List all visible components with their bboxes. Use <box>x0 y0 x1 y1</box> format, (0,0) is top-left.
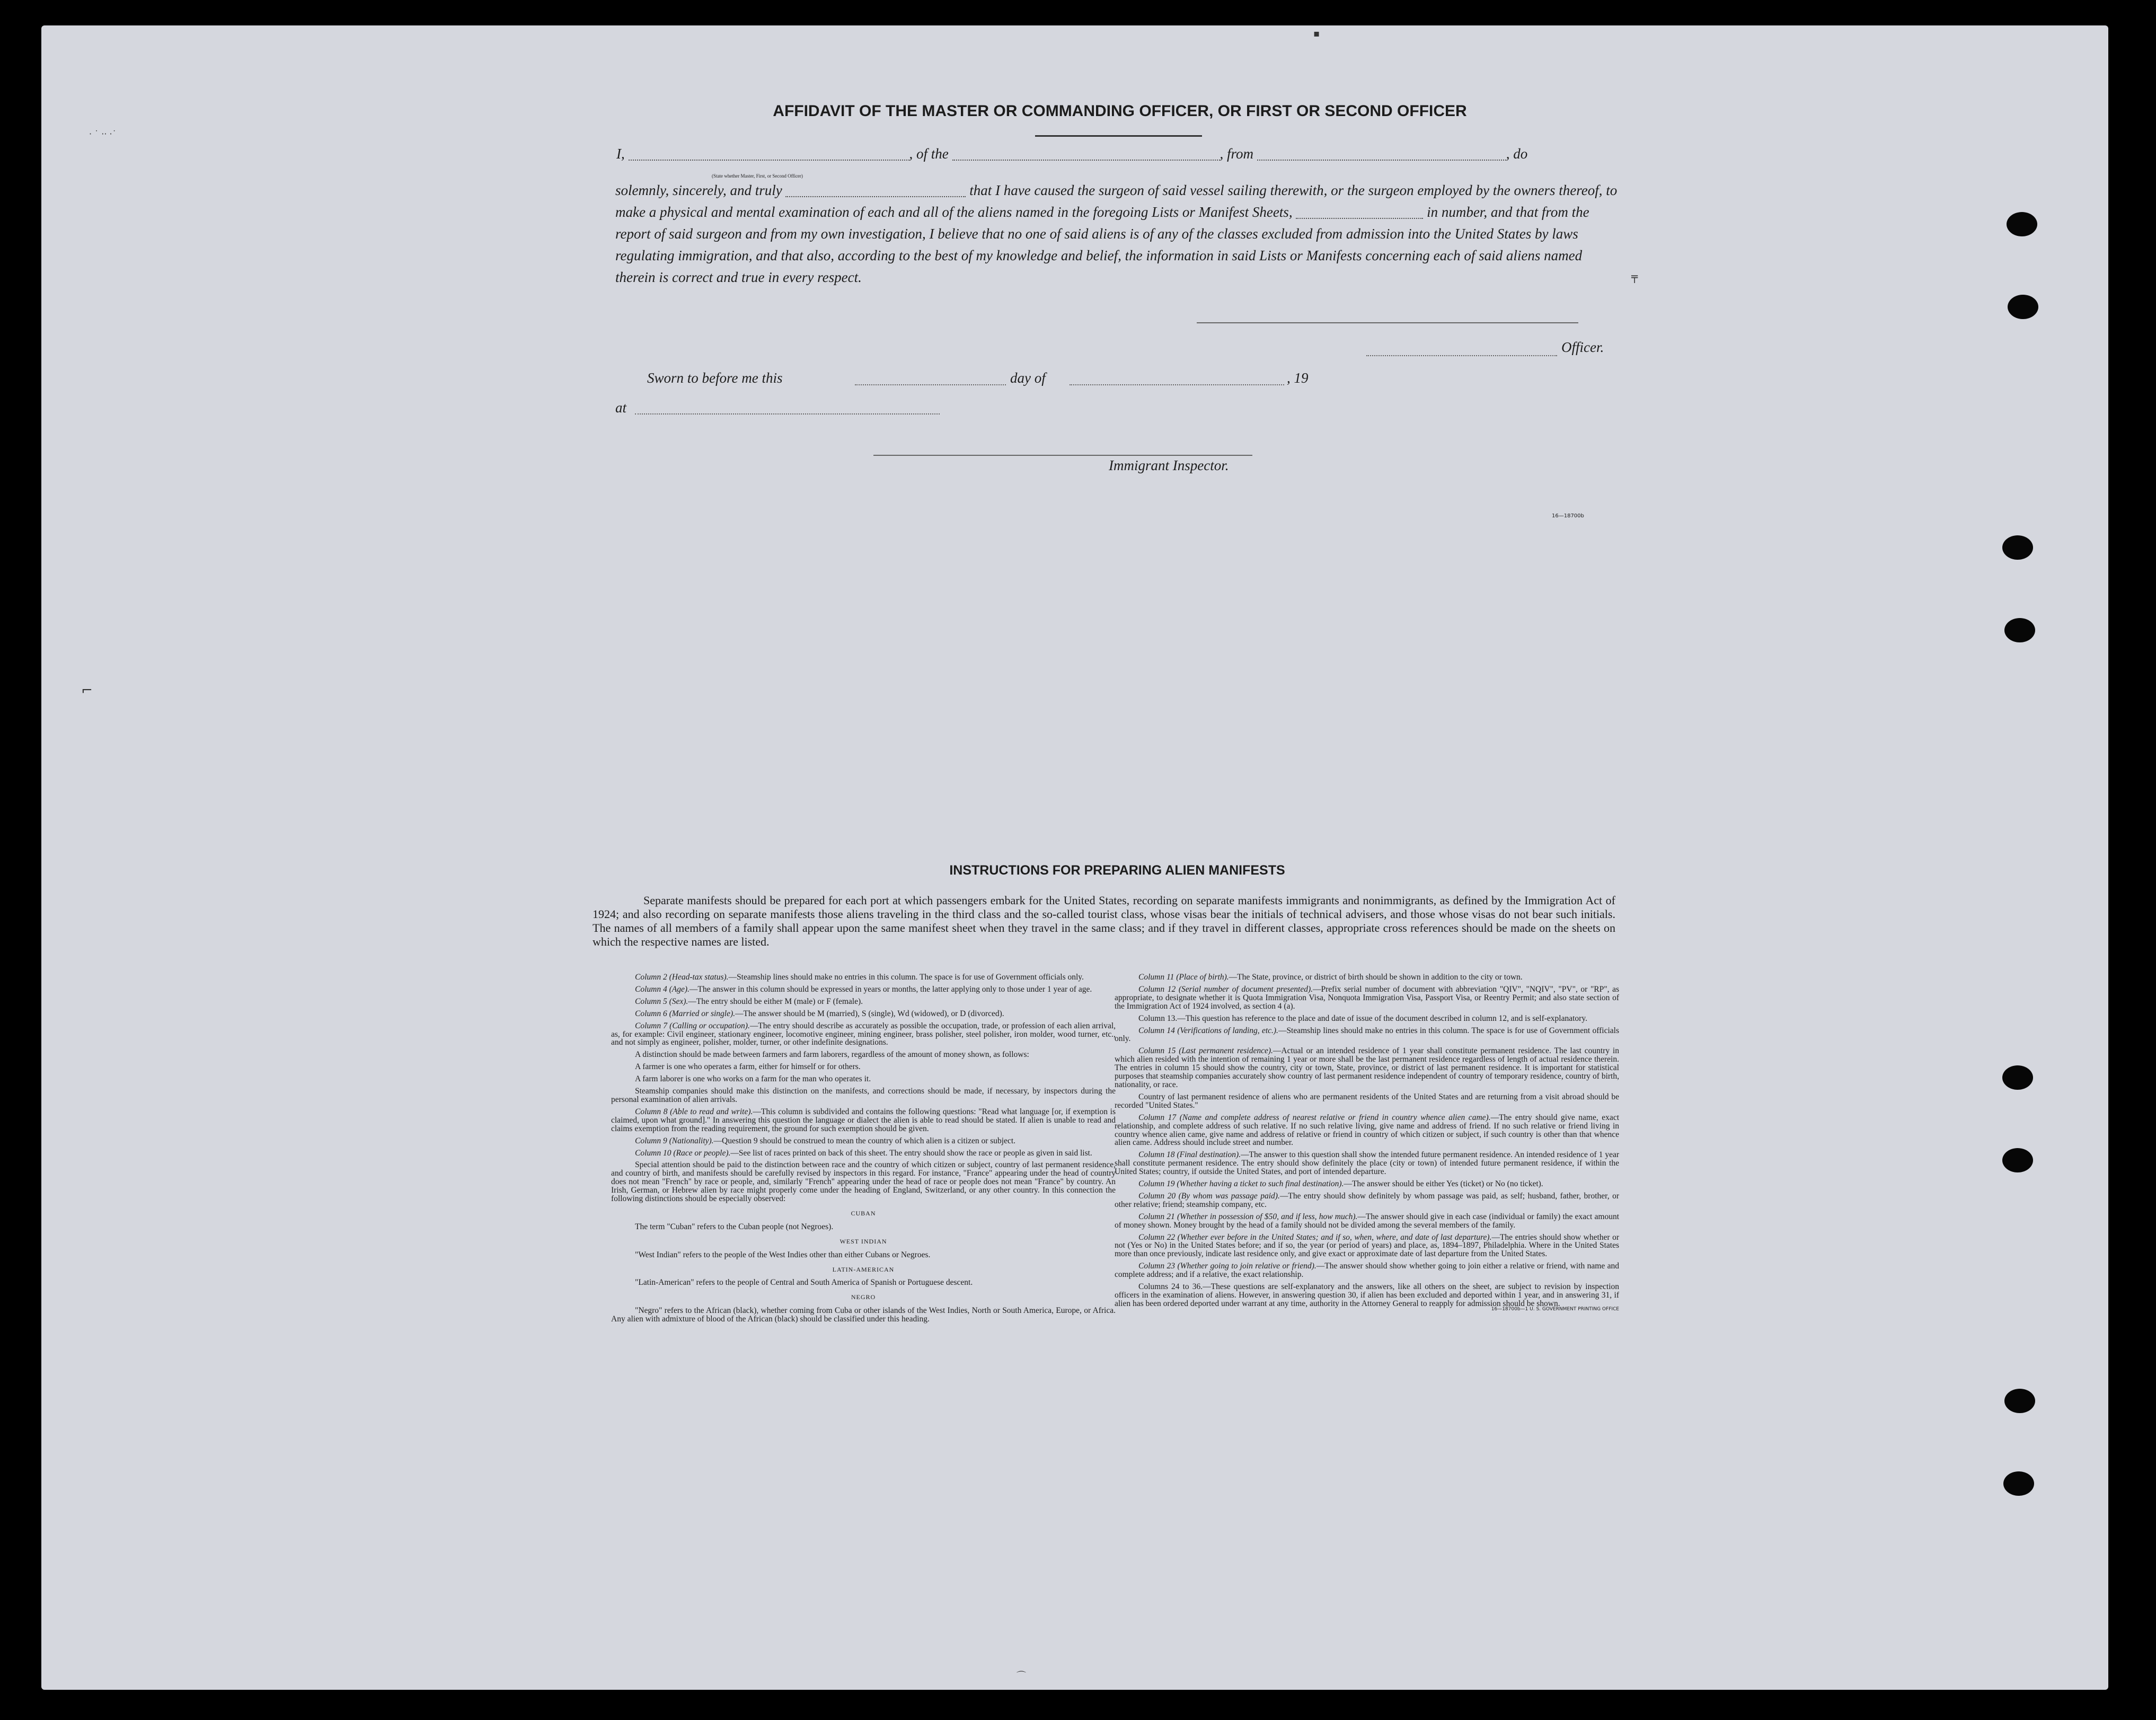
column-5-note: Column 5 (Sex).—The entry should be either M (male) or F (female). <box>635 996 863 1006</box>
column-8-note: Column 8 (Able to read and write).—This column is subdivided and contains the following questions: "Read what language [or, if exemption is claimed, upon what ground]." In answering this question the language or dialect the alien is able to read should be stated. If alien is unable to read and claims exemption from the reading requirement, the ground for such exemption should be given. <box>611 1107 1116 1133</box>
cuban-heading: CUBAN <box>851 1209 876 1217</box>
column-18-note: Column 18 (Final destination).—The answer to this question shall show the intended future permanent residence. An intended residence of 1 year shall constitute permanent residence. The entry should show definitely the place (city or town) of intended future permanent residence, if within the United States; country, if outside the United States, and port of intended departure. <box>1115 1150 1620 1177</box>
column-4-note: Column 4 (Age).—The answer in this column should be expressed in years or months, the latter applying only to those under 1 year of age. <box>635 984 1092 994</box>
sworn-label: Sworn to before me this <box>647 370 783 386</box>
stray-mark: ╤ <box>1631 270 1638 283</box>
west-indian-heading: WEST INDIAN <box>840 1237 887 1245</box>
instructions-left-column <box>611 973 1116 1327</box>
stray-mark: ⌒ <box>1017 1671 1026 1682</box>
year-label: , 19 <box>1287 370 1309 386</box>
column-21-note: Column 21 (Whether in possession of $50, and if less, how much).—The answer should give in each case (individual or family) the exact amount of money shown. Money brought by the head of a family should not be divided among the several members of the family. <box>1115 1212 1619 1230</box>
instructions-title: INSTRUCTIONS FOR PREPARING ALIEN MANIFESTS <box>949 863 1285 878</box>
affidavit-line-1 <box>616 146 1527 162</box>
officer-rank-field[interactable] <box>629 150 909 161</box>
special-attention-note: Special attention should be paid to the distinction between race and the country of which citizen or subject, country of last permanent residence, and country of birth, and manifests should be carefully revised by inspectors in this regard. For instance, "France" appearing under the head of country does not mean "French" by race or people, and, similarly "French" appearing under the head of race or people does not mean "France" by country. An Irish, German, or Hebrew alien by race might properly come under the heading of England, Switzerland, or any other country. In this connection the following distinctions should be especially observed: <box>611 1160 1116 1204</box>
column-10-note: Column 10 (Race or people).—See list of races printed on back of this sheet. The entry should show the race or people as given in said list. <box>635 1148 1092 1158</box>
stray-mark: ⌐ <box>81 683 93 699</box>
latin-american-definition: "Latin-American" refers to the people of Central and South America of Spanish or Portuguese descent. <box>635 1278 973 1287</box>
affidavit-of-the: , of the <box>909 146 949 162</box>
punch-hole <box>2002 1065 2033 1090</box>
inspector-signature-line[interactable] <box>873 455 1252 456</box>
column-6-note: Column 6 (Married or single).—The answer should be M (married), S (single), Wd (widowed), or D (divorced). <box>635 1009 1004 1018</box>
farmer-definition: A farmer is one who operates a farm, either for himself or for others. <box>635 1062 861 1072</box>
printing-office-imprint: 16—18700b—1 U. S. GOVERNMENT PRINTING OFFICE <box>1491 1306 1619 1312</box>
west-indian-definition: "West Indian" refers to the people of the West Indies other than either Cubans or Negroes. <box>635 1250 931 1259</box>
punch-hole <box>2007 212 2037 236</box>
sworn-month-field[interactable] <box>1070 383 1284 385</box>
officer-rank-note: (State whether Master, First, or Second Officer) <box>712 173 803 179</box>
stray-mark: · ˙ ·· ·˙ <box>89 129 117 139</box>
officer-signature-line[interactable] <box>1197 322 1578 323</box>
negro-heading: NEGRO <box>851 1293 876 1301</box>
farm-laborer-definition: A farm laborer is one who works on a farm for the man who operates it. <box>635 1074 871 1084</box>
column-22-note: Column 22 (Whether ever before in the United States; and if so, when, where, and date of last departure).—The entries should show whether or not (Yes or No) in the United States before; and if so, the year (or period of years) and place, as, 1894–1897, Philadelphia. Where in the United States more than once previously, indicate last residence only, and give exact or approximate date of last departure from the United States. <box>1115 1232 1620 1259</box>
stray-mark: ▪ <box>1313 28 1320 39</box>
affidavit-solemnly: solemnly, sincerely, and truly <box>615 182 782 198</box>
punch-hole <box>2004 1389 2035 1413</box>
column-17-note: Column 17 (Name and complete address of nearest relative or friend in country whence alien came).—The entry should give name, exact relationship, and complete address of such relative. If no such relative living, give name and address of friend. If no such relative or friend living in country whence alien came, give name and address of relative or friend in country of which citizen or subject, if such country is other than that whence alien came. Address should include street and number. <box>1115 1113 1620 1148</box>
form-number: 16—18700b <box>1552 513 1584 519</box>
truly-field[interactable] <box>785 187 966 197</box>
manifest-sheet <box>41 25 2108 1690</box>
at-label: at <box>615 400 627 416</box>
column-2-note: Column 2 (Head-tax status).—Steamship lines should make no entries in this column. The space is for use of Government officials only. <box>635 973 1084 982</box>
affidavit-body-1: that I have caused the surgeon of said vessel sailing therewith, or the surgeon employed by the owners thereof, to make a physical and mental examination of each and all of the aliens named in the foregoing Lists or Manifest Sheets, <box>615 182 1618 220</box>
punch-hole <box>2002 1148 2033 1172</box>
officer-title-line[interactable] <box>1366 354 1557 356</box>
affidavit-i: I, <box>616 146 625 162</box>
column-12-note: Column 12 (Serial number of document presented).—Prefix serial number of document with abbreviation "QIV", "NQIV", "PV", or "RP", as appropriate, to designate whether it is Quota Immigration Visa, Nonquota Immigration Visa, Passport Visa, or Reentry Permit; and also state section of the Immigration Act of 1924 involved, as section 4 (a). <box>1115 984 1620 1011</box>
number-field[interactable] <box>1296 208 1423 219</box>
affidavit-from: , from <box>1220 146 1254 162</box>
column-20-note: Column 20 (By whom was passage paid).—The entry should show definitely by whom passage was paid, as self; husband, father, brother, or other relative; friend; steamship company, etc. <box>1115 1191 1619 1209</box>
instructions-right-column <box>1115 973 1619 1314</box>
at-place-field[interactable] <box>635 412 940 414</box>
affidavit-title: AFFIDAVIT OF THE MASTER OR COMMANDING OFFICER, OR FIRST OR SECOND OFFICER <box>773 102 1467 120</box>
port-field[interactable] <box>1257 150 1506 161</box>
cuban-definition: The term "Cuban" refers to the Cuban people (not Negroes). <box>635 1222 834 1231</box>
instructions-intro: Separate manifests should be prepared for each port at which passengers embark for the United States, recording on separate manifests immigrants and nonimmigrants, as defined by the Immigration Act of 1924; and also recording on separate manifests those aliens traveling in the third class and the so-called tourist class, whose visas bear the initials of technical advisers, and those whose visas do not bear such initials. The names of all members of a family shall appear upon the same manifest sheet when they travel in the same class; and if they travel in different classes, appropriate cross references should be made on the sheets on which the respective names are listed. <box>593 894 1615 948</box>
title-rule <box>1035 135 1202 137</box>
column-9-note: Column 9 (Nationality).—Question 9 should be construed to mean the country of which alien is a citizen or subject. <box>635 1136 1016 1145</box>
column-19-note: Column 19 (Whether having a ticket to such final destination).—The answer should be either Yes (ticket) or No (no ticket). <box>1138 1179 1543 1189</box>
punch-hole <box>2003 1471 2034 1496</box>
punch-hole <box>2004 618 2035 642</box>
column-15-note: Column 15 (Last permanent residence).—Actual or an intended residence of 1 year shall constitute permanent residence. The last country in which alien resided with the intention of remaining 1 year or more shall be the last permanent residence regardless of length of actual residence therein. The entries in column 15 should show the country, city or town, State, province, or district of last permanent residence. It is important for statistical purposes that steamship companies accurately show country of last permanent residence independent of country of temporary residence, country of birth, nationality, or race. <box>1115 1046 1619 1089</box>
punch-hole <box>2008 295 2038 319</box>
column-14-note: Column 14 (Verifications of landing, etc.).—Steamship lines should make no entries in this column. The space is for use of Government officials only. <box>1115 1026 1619 1044</box>
negro-definition: "Negro" refers to the African (black), whether coming from Cuba or other islands of the West Indies, North or South America, Europe, or Africa. Any alien with admixture of blood of the African (black) should be classified under this heading. <box>611 1306 1116 1324</box>
affidavit-body-2: in number, and that from the report of said surgeon and from my own investigation, I believe that no one of said aliens is of any of the classes excluded from admission into the United States by laws regulating immigration, and that also, according to the best of my knowledge and belief, the information in said Lists or Manifests concerning each of said aliens named therein is correct and true in every respect. <box>615 204 1589 285</box>
vessel-name-field[interactable] <box>952 150 1220 161</box>
affidavit-do: , do <box>1506 146 1528 162</box>
punch-hole <box>2002 535 2033 560</box>
officer-label: Officer. <box>1561 339 1604 355</box>
affidavit-paragraph <box>615 180 1620 288</box>
steamship-note: Steamship companies should make this distinction on the manifests, and corrections should be made, if necessary, by inspectors during the personal examination of alien arrivals. <box>611 1087 1116 1104</box>
columns-24-36-note: Columns 24 to 36.—These questions are self-explanatory and the answers, like all others on the sheet, are subject to revision by inspection officers in the examination of aliens. However, in answering question 30, if alien has been excluded and deported within 1 year, and in answering 31, if alien has been ordered deported under warrant at any time, authority in the Attorney General to reapply for admission should be shown. <box>1115 1282 1619 1308</box>
latin-american-heading: LATIN-AMERICAN <box>832 1265 895 1273</box>
column-11-note: Column 11 (Place of birth).—The State, province, or district of birth should be shown in addition to the city or town. <box>1138 973 1523 982</box>
column-13-note: Column 13.—This question has reference to the place and date of issue of the document described in column 12, and is self-explanatory. <box>1138 1013 1587 1023</box>
inspector-label: Immigrant Inspector. <box>1109 457 1229 473</box>
country-residence-note: Country of last permanent residence of aliens who are permanent residents of the United States and are returning from a visit abroad should be recorded "United States." <box>1115 1092 1619 1110</box>
day-of-label: day of <box>1010 370 1046 386</box>
column-23-note: Column 23 (Whether going to join relative or friend).—The answer should show whether going to join either a relative or friend, with name and complete address; and if a relative, the exact relationship. <box>1115 1262 1620 1280</box>
sworn-day-field[interactable] <box>855 383 1006 385</box>
column-7-note: Column 7 (Calling or occupation).—The entry should describe as accurately as possible the occupation, trade, or profession of each alien arrival, as, for example: Civil engineer, stationary engineer, locomotive engineer, mining engineer, brass polisher, steel polisher, iron molder, wood turner, etc., and not simply as engineer, polisher, molder, turner, or other indefinite designations. <box>611 1021 1116 1047</box>
farm-distinction: A distinction should be made between farmers and farm laborers, regardless of the amount of money shown, as follows: <box>635 1050 1029 1060</box>
